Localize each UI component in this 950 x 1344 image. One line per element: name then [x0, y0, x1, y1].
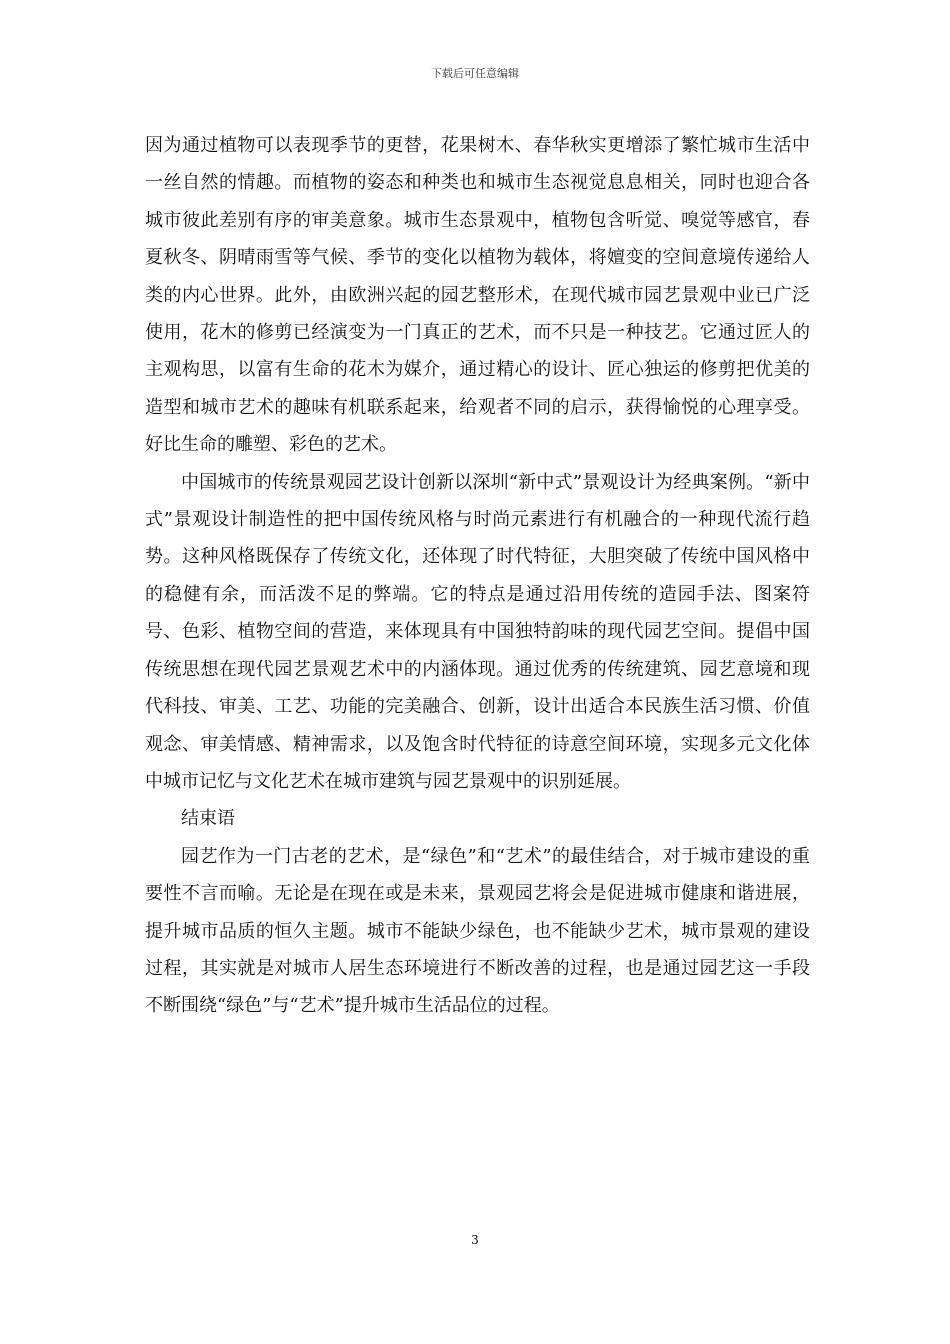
paragraph-new-chinese-style: 中国城市的传统景观园艺设计创新以深圳“新中式”景观设计为经典案例。“新中式”景观设计制造性的把中国传统风格与时尚元素进行有机融合的一种现代流行趋势。这种风格既保存了传统文化，还体现了时代特征，大胆突破了传统中国风格中的稳健有余，而活泼不足的弊端。它的特点是通过沿用传统的造园手法、图案符号、色彩、植物空间的营造，来体现具有中国独特韵味的现代园艺空间。提倡中国传统思想在现代园艺景观艺术中的内涵体现。通过优秀的传统建筑、园艺意境和现代科技、审美、工艺、功能的完美融合、创新，设计出适合本民族生活习惯、价值观念、审美情感、精神需求，以及饱含时代特征的诗意空间环境，实现多元文化体中城市记忆与文化艺术在城市建筑与园艺景观中的识别延展。	[145, 471, 810, 792]
page-header: 下载后可任意编辑	[431, 67, 519, 80]
document-body	[145, 127, 810, 1025]
paragraph-conclusion: 园艺作为一门古老的艺术，是“绿色”和“艺术”的最佳结合，对于城市建设的重要性不言而喻。无论是在现在或是未来，景观园艺将会是促进城市健康和谐进展，提升城市品质的恒久主题。城市不能缺少绿色，也不能缺少艺术，城市景观的建设过程，其实就是对城市人居生态环境进行不断改善的过程，也是通过园艺这一手段不断围绕“绿色”与“艺术”提升城市生活品位的过程。	[145, 845, 810, 1017]
section-heading-conclusion: 结束语	[181, 808, 235, 830]
paragraph-plants-seasons: 因为通过植物可以表现季节的更替，花果树木、春华秋实更增添了繁忙城市生活中一丝自然的情趣。而植物的姿态和种类也和城市生态视觉息息相关，同时也迎合各城市彼此差别有序的审美意象。城市生态景观中，植物包含听觉、嗅觉等感官，春夏秋冬、阴晴雨雪等气候、季节的变化以植物为载体，将嬗变的空间意境传递给人类的内心世界。此外，由欧洲兴起的园艺整形术，在现代城市园艺景观中业已广泛使用，花木的修剪已经演变为一门真正的艺术，而不只是一种技艺。它通过匠人的主观构思，以富有生命的花木为媒介，通过精心的设计、匠心独运的修剪把优美的造型和城市艺术的趣味有机联系起来，给观者不同的启示，获得愉悦的心理享受。好比生命的雕塑、彩色的艺术。	[145, 135, 810, 456]
page-number: 3	[471, 1233, 479, 1247]
